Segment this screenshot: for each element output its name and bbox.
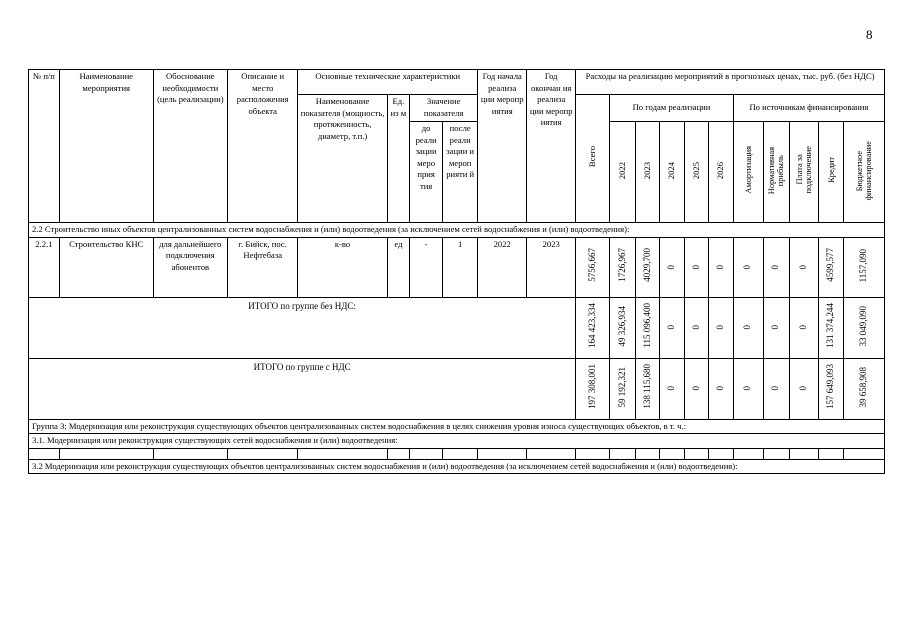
header-total: Всего <box>576 95 610 223</box>
row-unit: ед <box>387 237 409 297</box>
row-2024: 0 <box>660 237 684 297</box>
total-no-vat-budget: 33 049,090 <box>844 297 885 358</box>
row-profit: 0 <box>763 237 790 297</box>
header-tech: Основные технические характеристики <box>298 70 478 95</box>
total-vat-2024: 0 <box>660 358 684 419</box>
header-after: после реали зации и мероп рияти й <box>443 122 478 223</box>
group-3: Группа 3: Модернизация или реконструкция существующих объектов централизованных систем водоснабжения в целях снижения уровня износа существующих объектов, в т. ч.: <box>29 419 885 434</box>
total-vat-profit: 0 <box>763 358 790 419</box>
header-justification: Обоснование необходимости (цель реализации) <box>153 70 228 223</box>
header-tech-name: Наименование показателя (мощность, протяженность, диаметр, т.п.) <box>298 95 387 223</box>
total-no-vat-row <box>29 297 885 358</box>
header-start-year: Год начала реализа ции меропр иятия <box>478 70 527 223</box>
total-no-vat-2024: 0 <box>660 297 684 358</box>
row-credit: 4599,577 <box>818 237 844 297</box>
row-2025: 0 <box>684 237 708 297</box>
header-num: № п/п <box>29 70 60 223</box>
row-2023: 4029,700 <box>635 237 659 297</box>
row-after: 1 <box>443 237 478 297</box>
total-vat-budget: 39 658,908 <box>844 358 885 419</box>
header-source-credit: Кредит <box>818 122 844 223</box>
total-no-vat-2025: 0 <box>684 297 708 358</box>
total-vat-credit: 157 649,093 <box>818 358 844 419</box>
total-no-vat-profit: 0 <box>763 297 790 358</box>
total-vat-2026: 0 <box>709 358 733 419</box>
total-vat-2023: 138 115,680 <box>635 358 659 419</box>
header-value: Значение показателя <box>410 95 478 122</box>
total-vat-amortization: 0 <box>733 358 763 419</box>
header-year-2023: 2023 <box>635 122 659 223</box>
header-source-profit: Нормативная прибыль <box>763 122 790 223</box>
row-location: г. Бийск, пос. Нефтебаза <box>228 237 298 297</box>
total-vat-2025: 0 <box>684 358 708 419</box>
header-before: до реали зации меро прия тия <box>410 122 443 223</box>
header-source-amortization: Амортизация <box>733 122 763 223</box>
investment-program-table <box>28 69 885 474</box>
header-by-sources: По источникам финансирования <box>733 95 884 122</box>
row-name: Строительство КНС <box>59 237 153 297</box>
header-year-2022: 2022 <box>610 122 636 223</box>
header-name: Наименование мероприятия <box>59 70 153 223</box>
section-3-1: 3.1. Модернизация или реконструкция существующих сетей водоснабжения и (или) водоотведения: <box>29 434 885 449</box>
header-unit: Ед. из м <box>387 95 409 223</box>
total-no-vat-label: ИТОГО по группе без НДС: <box>29 297 576 358</box>
total-no-vat-connection-fee: 0 <box>790 297 819 358</box>
page-number: 8 <box>866 27 873 42</box>
row-start: 2022 <box>478 237 527 297</box>
total-no-vat-amortization: 0 <box>733 297 763 358</box>
row-total: 5756,667 <box>576 237 610 297</box>
total-vat-2022: 59 192,321 <box>610 358 636 419</box>
header-year-2026: 2026 <box>709 122 733 223</box>
header-source-connection-fee: Плата за подключение <box>790 122 819 223</box>
section-3-2: 3.2 Модернизация или реконструкция существующих объектов централизованных систем водоснабжения и (или) водоотведения (за исключением сетей водоснабжения и (или) водоотведения): <box>29 459 885 474</box>
row-before: - <box>410 237 443 297</box>
header-by-years: По годам реализации <box>610 95 733 122</box>
row-end: 2023 <box>527 237 576 297</box>
row-2022: 1726,967 <box>610 237 636 297</box>
total-vat-total: 197 308,001 <box>576 358 610 419</box>
row-2026: 0 <box>709 237 733 297</box>
total-no-vat-credit: 131 374,244 <box>818 297 844 358</box>
row-tech-name: к-во <box>298 237 387 297</box>
header-end-year: Год окончан ия реализа ции меропр иятия <box>527 70 576 223</box>
total-vat-label: ИТОГО по группе с НДС <box>29 358 576 419</box>
row-justification: для дальнейшего подключения абонентов <box>153 237 228 297</box>
total-no-vat-2022: 49 326,934 <box>610 297 636 358</box>
header-costs: Расходы на реализацию мероприятий в прогнозных ценах, тыс. руб. (без НДС) <box>576 70 885 95</box>
total-no-vat-2023: 115 096,400 <box>635 297 659 358</box>
header-year-2024: 2024 <box>660 122 684 223</box>
header-year-2025: 2025 <box>684 122 708 223</box>
table-row <box>29 237 885 297</box>
row-connection-fee: 0 <box>790 237 819 297</box>
total-no-vat-total: 164 423,334 <box>576 297 610 358</box>
row-amortization: 0 <box>733 237 763 297</box>
header-source-budget: Бюджетное финансирование <box>844 122 885 223</box>
row-budget: 1157,090 <box>844 237 885 297</box>
row-num: 2.2.1 <box>29 237 60 297</box>
header-location: Описание и место расположения объекта <box>228 70 298 223</box>
total-vat-connection-fee: 0 <box>790 358 819 419</box>
section-2-2: 2.2 Строительство иных объектов централизованных систем водоснабжения и (или) водоотведения (за исключением сетей водоснабжения и (или) водоотведения): <box>29 223 885 238</box>
total-no-vat-2026: 0 <box>709 297 733 358</box>
total-vat-row <box>29 358 885 419</box>
empty-row <box>29 448 885 459</box>
